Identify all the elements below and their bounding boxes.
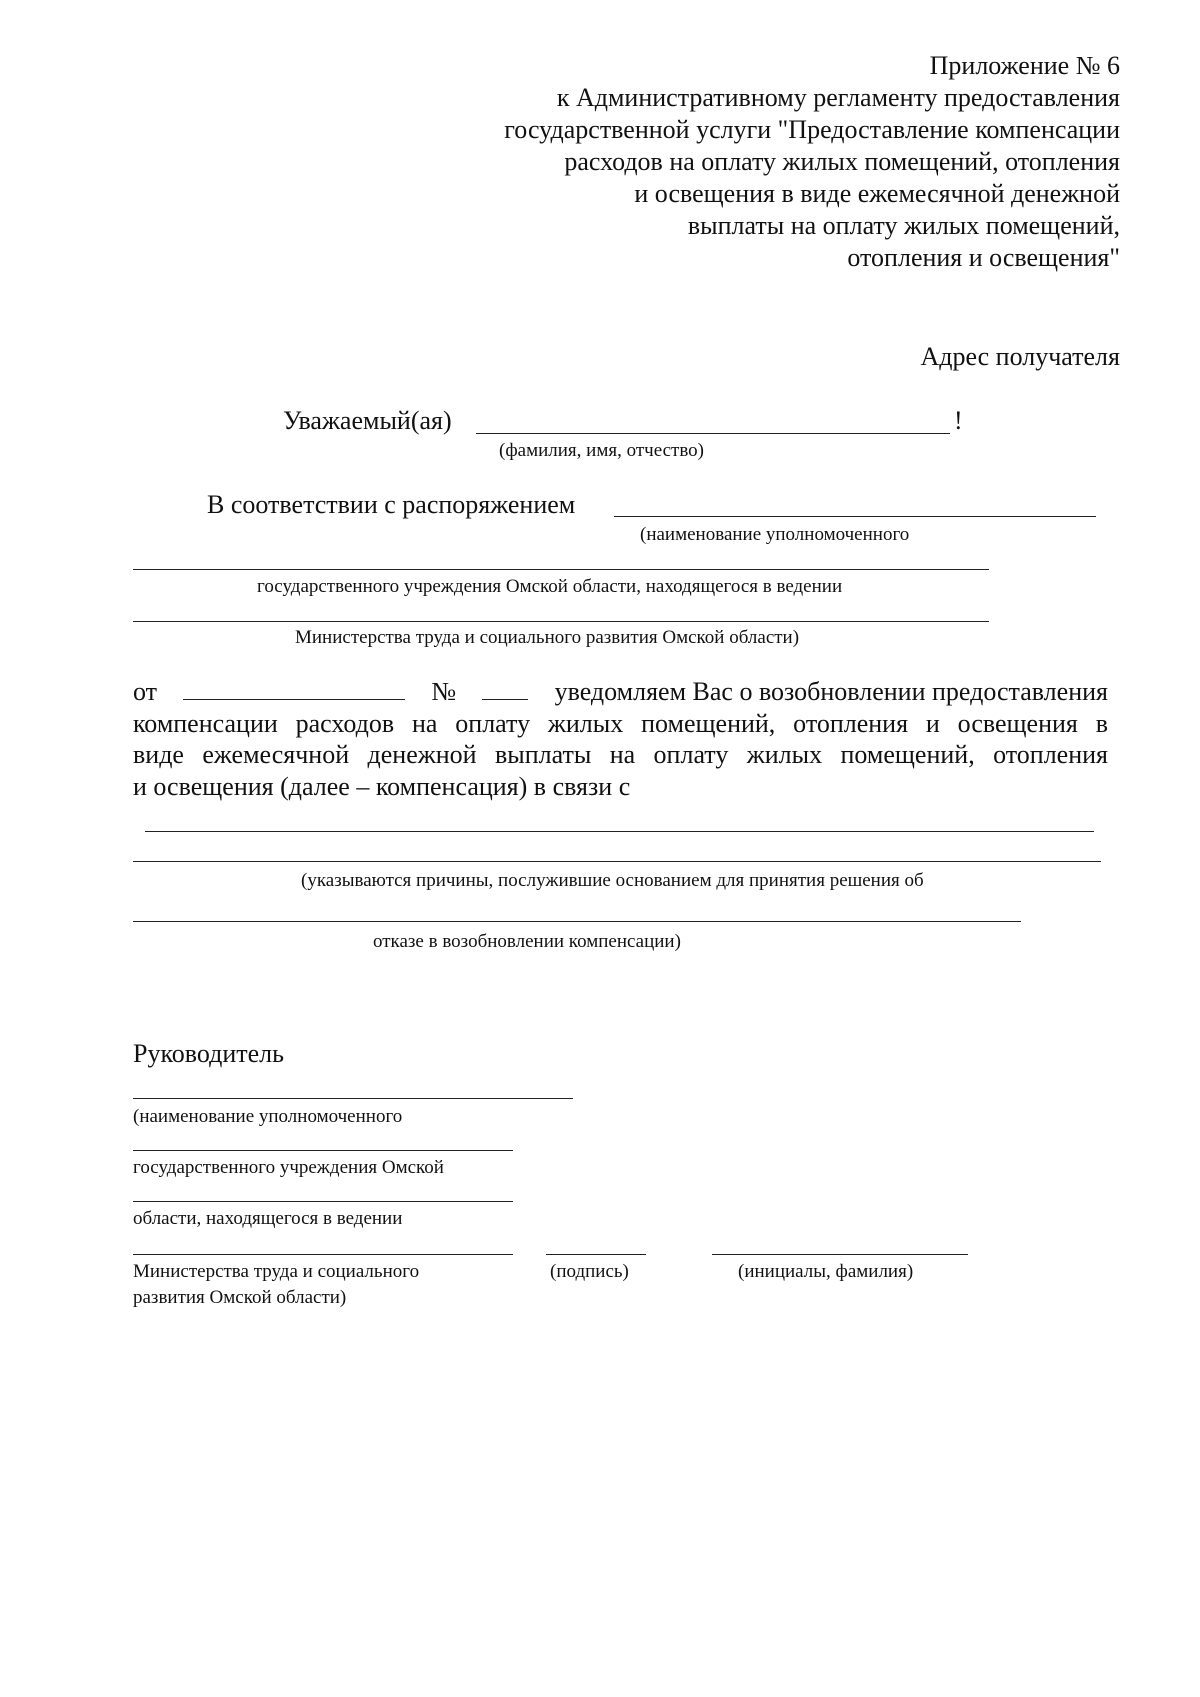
- reason-caption: (указываются причины, послужившие основанием для принятия решения об: [301, 870, 924, 891]
- order-blank: [614, 516, 1096, 517]
- org-caption: государственного учреждения Омской: [133, 1157, 444, 1178]
- initials-blank: [712, 1254, 968, 1255]
- number-blank: [482, 677, 528, 700]
- number-sign: №: [431, 677, 457, 706]
- org-name-blank: [133, 1201, 513, 1202]
- initials-caption: (инициалы, фамилия): [738, 1261, 914, 1282]
- reason-blank: [145, 831, 1094, 832]
- order-prefix: В соответствии с распоряжением: [207, 490, 576, 519]
- appendix-line: отопления и освещения": [847, 243, 1120, 272]
- appendix-line: к Административному регламенту предоставления: [556, 83, 1120, 112]
- fullname-caption: (фамилия, имя, отчество): [499, 440, 705, 461]
- main-line-3: виде ежемесячной денежной выплаты на оплату жилых помещений, отопления: [133, 740, 1108, 769]
- org-name-blank: [133, 1098, 573, 1099]
- appendix-line: государственной услуги "Предоставление компенсации: [504, 115, 1120, 144]
- fullname-blank: [476, 433, 950, 434]
- main-line-4: и освещения (далее – компенсация) в связи с: [133, 771, 631, 801]
- reason-blank: [133, 861, 1101, 862]
- greeting-prefix: Уважаемый(ая): [283, 406, 452, 435]
- from-label: от: [133, 677, 158, 706]
- appendix-title: Приложение № 6: [929, 51, 1120, 80]
- appendix-line: и освещения в виде ежемесячной денежной: [634, 179, 1120, 208]
- org-caption: развития Омской области): [133, 1287, 347, 1308]
- org-caption: (наименование уполномоченного: [133, 1106, 403, 1127]
- org-caption: области, находящегося в ведении: [133, 1208, 403, 1229]
- main-line-1: [133, 676, 1108, 708]
- order-caption: (наименование уполномоченного: [640, 524, 910, 545]
- order-caption: Министерства труда и социального развития Омской области): [295, 627, 800, 648]
- reason-blank: [133, 921, 1021, 922]
- org-name-blank: [133, 1254, 513, 1255]
- main-paragraph: [133, 676, 1108, 802]
- appendix-line: выплаты на оплату жилых помещений,: [687, 211, 1120, 240]
- head-title: Руководитель: [133, 1039, 284, 1068]
- appendix-line: расходов на оплату жилых помещений, отопления: [564, 147, 1120, 176]
- date-blank: [183, 677, 405, 700]
- greeting-suffix: !: [954, 406, 963, 435]
- reason-caption: отказе в возобновлении компенсации): [373, 931, 681, 952]
- order-blank: [133, 569, 989, 570]
- appendix-header: [400, 50, 1120, 274]
- org-caption: Министерства труда и социального: [133, 1261, 420, 1282]
- order-caption: государственного учреждения Омской области, находящегося в ведении: [257, 576, 843, 597]
- signature-caption: (подпись): [550, 1261, 629, 1282]
- recipient-address: Адрес получателя: [920, 342, 1120, 371]
- main-line-2: компенсации расходов на оплату жилых помещений, отопления и освещения в: [133, 708, 1108, 738]
- order-blank: [133, 621, 989, 622]
- org-name-blank: [133, 1150, 513, 1151]
- main-line-1-rest: уведомляем Вас о возобновлении предоставления: [554, 677, 1108, 706]
- signature-blank: [546, 1254, 646, 1255]
